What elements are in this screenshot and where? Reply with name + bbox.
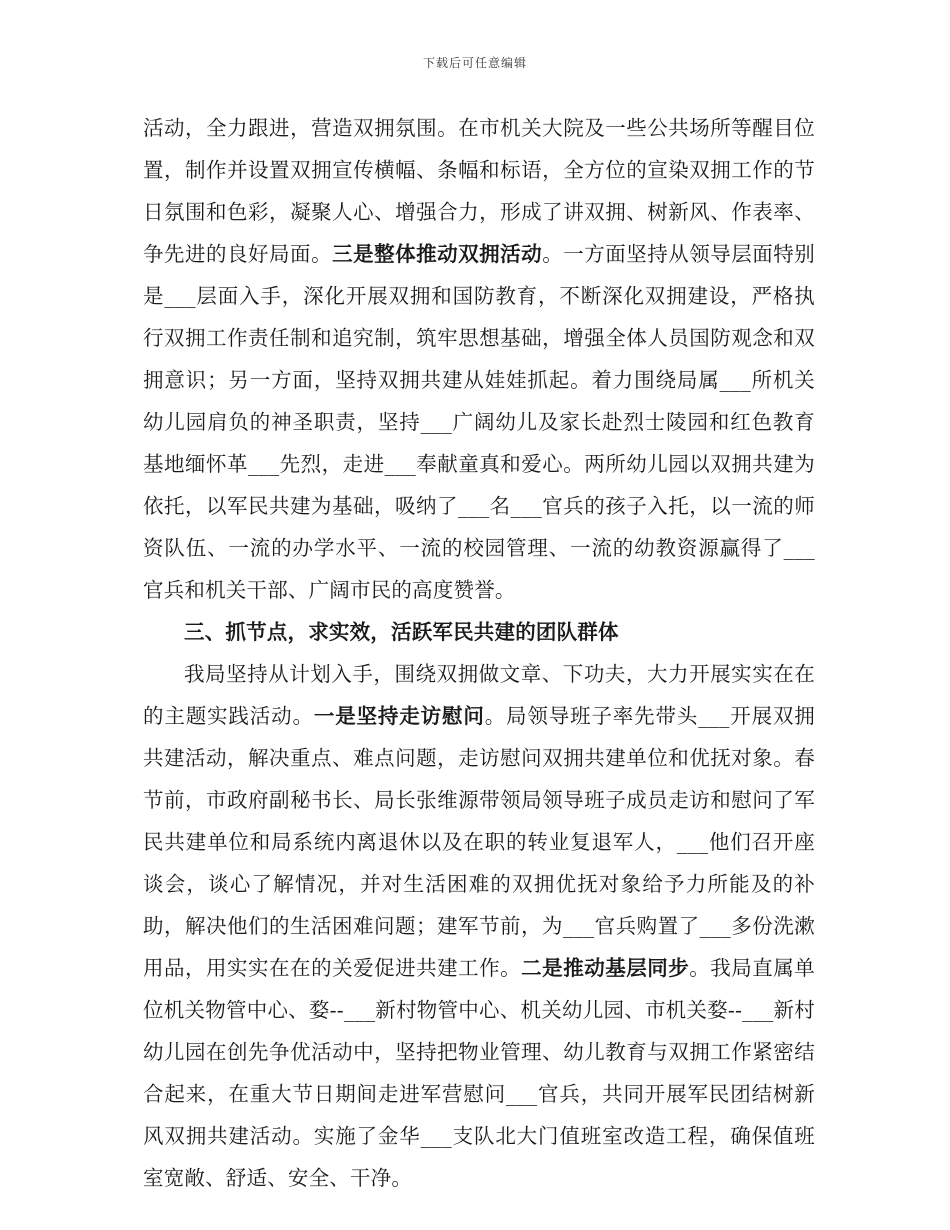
page-header: 下载后可任意编辑 xyxy=(422,56,527,70)
paragraph-2-text-3: 。我局直属单位机关物管中心、婺--___新村物管中心、机关幼儿园、市机关婺--___新村幼儿园在创先争优活动中，坚持把物业管理、幼儿教育与双拥工作紧密结合起来，在重大节日期间走进军营慰问___官兵，共同开展军民团结树新风双拥共建活动。实施了金华___支队北大门值班室改造工程，确保值班室宽敞、舒适、安全、干净。 xyxy=(143,956,815,1190)
paragraph-1 xyxy=(143,107,815,611)
paragraph-2-bold-1: 一是坚持走访慰问 xyxy=(313,704,485,728)
paragraph-2 xyxy=(143,653,815,1199)
section-heading: 三、抓节点，求实效，活跃军民共建的团队群体 xyxy=(184,620,619,644)
paragraph-2-bold-2: 二是推动基层同步 xyxy=(521,956,690,980)
paragraph-1-text-2: 。一方面坚持从领导层面特别是___层面入手，深化开展双拥和国防教育，不断深化双拥建设，严格执行双拥工作责任制和追究制，筑牢思想基础，增强全体人员国防观念和双拥意识；另一方面，坚持双拥共建从娃娃抓起。着力围绕局属___所机关幼儿园肩负的神圣职责，坚持___广阔幼儿及家长赴烈士陵园和红色教育基地缅怀革___先烈，走进___奉献童真和爱心。两所幼儿园以双拥共建为依托，以军民共建为基础，吸纳了___名___官兵的孩子入托，以一流的师资队伍、一流的办学水平、一流的校园管理、一流的幼教资源赢得了___官兵和机关干部、广阔市民的高度赞誉。 xyxy=(143,242,815,602)
paragraph-1-text-1: 活动，全力跟进，营造双拥氛围。在市机关大院及一些公共场所等醒目位置，制作并设置双拥宣传横幅、条幅和标语，全方位的宣染双拥工作的节日氛围和色彩，凝聚人心、增强合力，形成了讲双拥、树新风、作表率、争先进的良好局面。 xyxy=(143,116,815,266)
paragraph-1-bold-1: 三是整体推动双拥活动 xyxy=(332,242,543,266)
document-body xyxy=(143,107,815,1199)
paragraph-2-text-2: 。局领导班子率先带头___开展双拥共建活动，解决重点、难点问题，走访慰问双拥共建单位和优抚对象。春节前，市政府副秘书长、局长张维源带领局领导班子成员走访和慰问了军民共建单位和局系统内离退休以及在职的转业复退军人，___他们召开座谈会，谈心了解情况，并对生活困难的双拥优抚对象给予力所能及的补助，解决他们的生活困难问题；建军节前，为___官兵购置了___多份洗漱用品，用实实在在的关爱促进共建工作。 xyxy=(143,704,815,980)
paragraph-2-text-1: 我局坚持从计划入手，围绕双拥做文章、下功夫，大力开展实实在在的主题实践活动。 xyxy=(143,662,815,728)
